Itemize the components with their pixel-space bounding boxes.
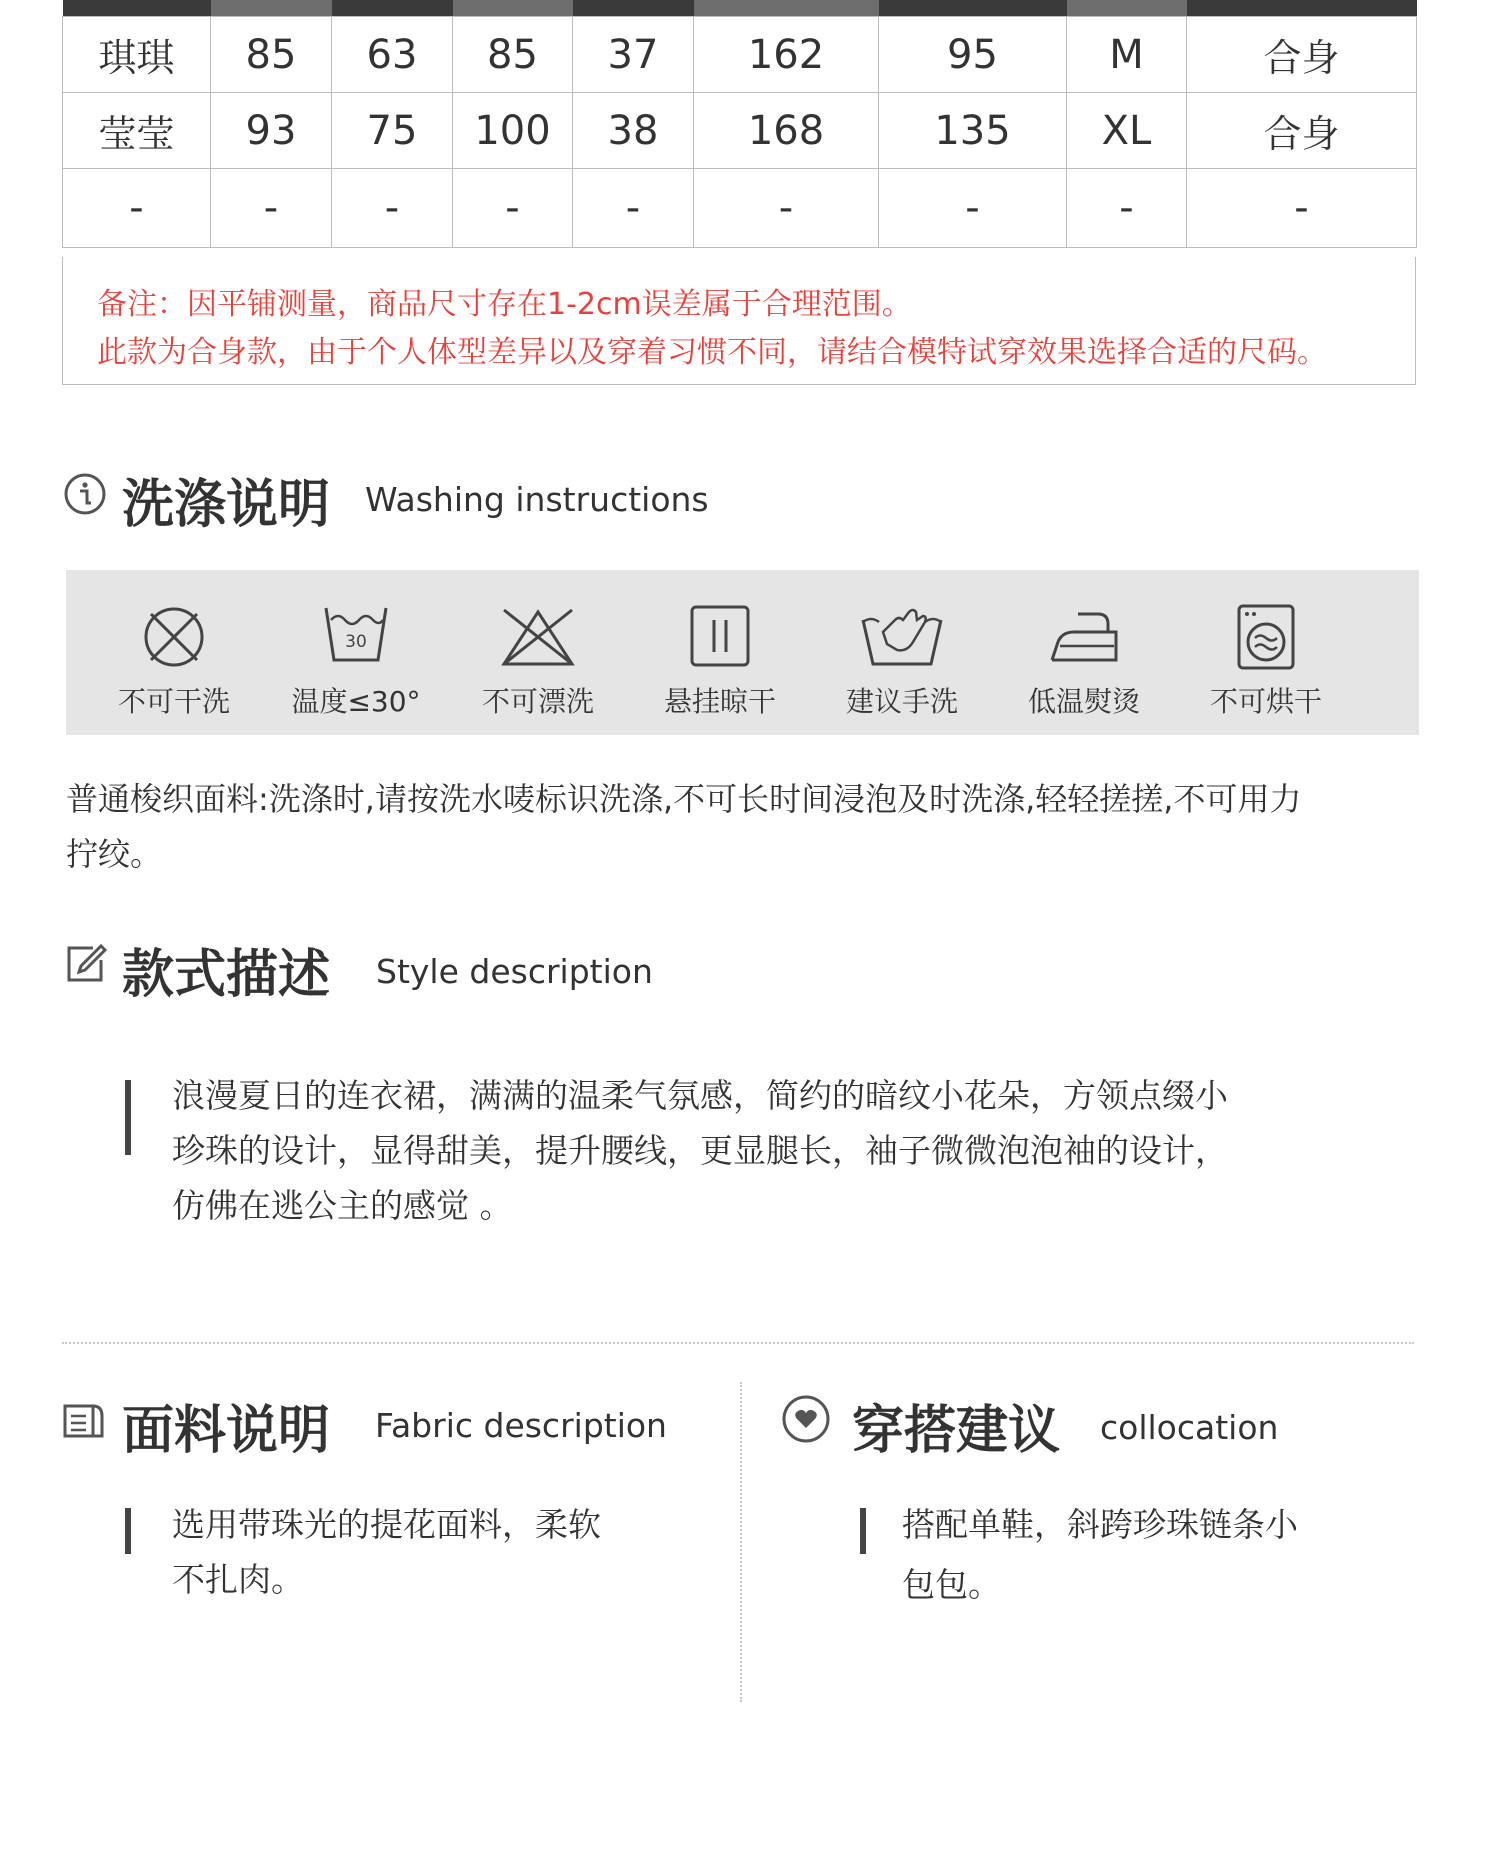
table-cell: 75 [332, 93, 453, 169]
table-cell: 168 [694, 93, 879, 169]
table-header-bar [63, 0, 1417, 17]
table-row [63, 17, 1417, 93]
table-cell: - [453, 169, 573, 248]
size-note-line-2: 此款为合身款，由于个人体型差异以及穿着习惯不同，请结合模特试穿效果选择合适的尺码。 [97, 335, 1327, 370]
wash-item-no-bleach [453, 570, 623, 735]
table-cell: 135 [879, 93, 1067, 169]
low-iron-icon [1044, 602, 1124, 672]
washing-title: 洗涤说明 [122, 475, 331, 535]
wash-item-low-iron [999, 570, 1169, 735]
wash-item-hand-wash [817, 570, 987, 735]
collocation-quote-bar [860, 1508, 866, 1554]
washing-text-line-1: 普通梭织面料:洗涤时,请按洗水唛标识洗涤,不可长时间浸泡及时洗涤,轻轻搓搓,不可用力 [66, 780, 1302, 818]
table-cell: - [573, 169, 694, 248]
table-cell: 93 [211, 93, 332, 169]
hang-dry-icon [685, 602, 755, 672]
table-cell: 162 [694, 17, 879, 93]
fabric-desc-line-2: 不扎肉。 [172, 1560, 304, 1599]
table-cell: - [63, 169, 211, 248]
wash-item-hang-dry [635, 570, 805, 735]
table-cell: 100 [453, 93, 573, 169]
table-cell: - [332, 169, 453, 248]
table-cell: - [211, 169, 332, 248]
table-cell: 63 [332, 17, 453, 93]
fabric-title: 面料说明 [122, 1401, 331, 1461]
table-cell: - [1067, 169, 1187, 248]
no-dry-clean-icon [139, 602, 209, 672]
wash-label: 不可干洗 [117, 685, 230, 718]
style-desc-line-3: 仿佛在逃公主的感觉 。 [172, 1186, 513, 1225]
table-cell: 合身 [1187, 93, 1417, 169]
table-cell: - [694, 169, 879, 248]
table-cell: XL [1067, 93, 1187, 169]
table-cell: 85 [453, 17, 573, 93]
washing-title-en: Washing instructions [365, 480, 709, 519]
section-divider [62, 1342, 1414, 1344]
fabric-title-en: Fabric description [375, 1406, 667, 1445]
wash-icons-panel [66, 570, 1419, 735]
size-note-line-1: 备注：因平铺测量，商品尺寸存在1-2cm误差属于合理范围。 [97, 287, 912, 322]
collocation-title-en: collocation [1100, 1408, 1279, 1447]
washing-text-line-2: 拧绞。 [66, 835, 163, 873]
collocation-desc-line-1: 搭配单鞋，斜跨珍珠链条小 [902, 1505, 1298, 1544]
wash-label: 悬挂晾干 [663, 685, 776, 718]
wash-item-30 [271, 570, 441, 735]
size-table [62, 0, 1417, 248]
table-row [63, 169, 1417, 248]
wash-30-icon [321, 602, 391, 672]
heart-icon [781, 1394, 831, 1444]
wash-label: 不可漂洗 [481, 685, 594, 718]
fabric-icon [62, 1398, 106, 1442]
wash-30-text: 30 [345, 632, 367, 652]
wash-label: 建议手洗 [845, 685, 958, 718]
hand-wash-icon [859, 602, 945, 672]
collocation-desc-line-2: 包包。 [902, 1565, 1001, 1604]
style-quote-bar [125, 1080, 131, 1155]
wash-item-no-tumble-dry [1181, 570, 1351, 735]
style-title: 款式描述 [122, 945, 331, 1005]
table-row [63, 93, 1417, 169]
table-cell: 37 [573, 17, 694, 93]
no-tumble-dry-icon [1231, 602, 1301, 672]
fabric-quote-bar [125, 1508, 131, 1554]
style-desc-line-1: 浪漫夏日的连衣裙，满满的温柔气氛感，简约的暗纹小花朵，方领点缀小 [172, 1076, 1228, 1115]
table-cell: M [1067, 17, 1187, 93]
edit-icon [63, 942, 107, 986]
table-cell: 琪琪 [63, 17, 211, 93]
wash-item-no-dry-clean [89, 570, 259, 735]
wash-label: 低温熨烫 [1027, 685, 1140, 718]
no-bleach-icon [498, 602, 578, 672]
table-cell: - [1187, 169, 1417, 248]
table-cell: 莹莹 [63, 93, 211, 169]
column-divider [740, 1382, 742, 1702]
wash-label: 不可烘干 [1209, 685, 1322, 718]
style-desc-line-2: 珍珠的设计，显得甜美，提升腰线，更显腿长，袖子微微泡泡袖的设计， [172, 1131, 1228, 1170]
style-title-en: Style description [376, 952, 653, 991]
table-cell: 95 [879, 17, 1067, 93]
collocation-title: 穿搭建议 [852, 1401, 1061, 1461]
info-icon [63, 472, 107, 516]
table-cell: 85 [211, 17, 332, 93]
table-cell: 38 [573, 93, 694, 169]
table-cell: - [879, 169, 1067, 248]
wash-label: 温度≤30° [291, 685, 421, 718]
size-note-box [62, 257, 1416, 385]
fabric-desc-line-1: 选用带珠光的提花面料，柔软 [172, 1505, 601, 1544]
table-cell: 合身 [1187, 17, 1417, 93]
